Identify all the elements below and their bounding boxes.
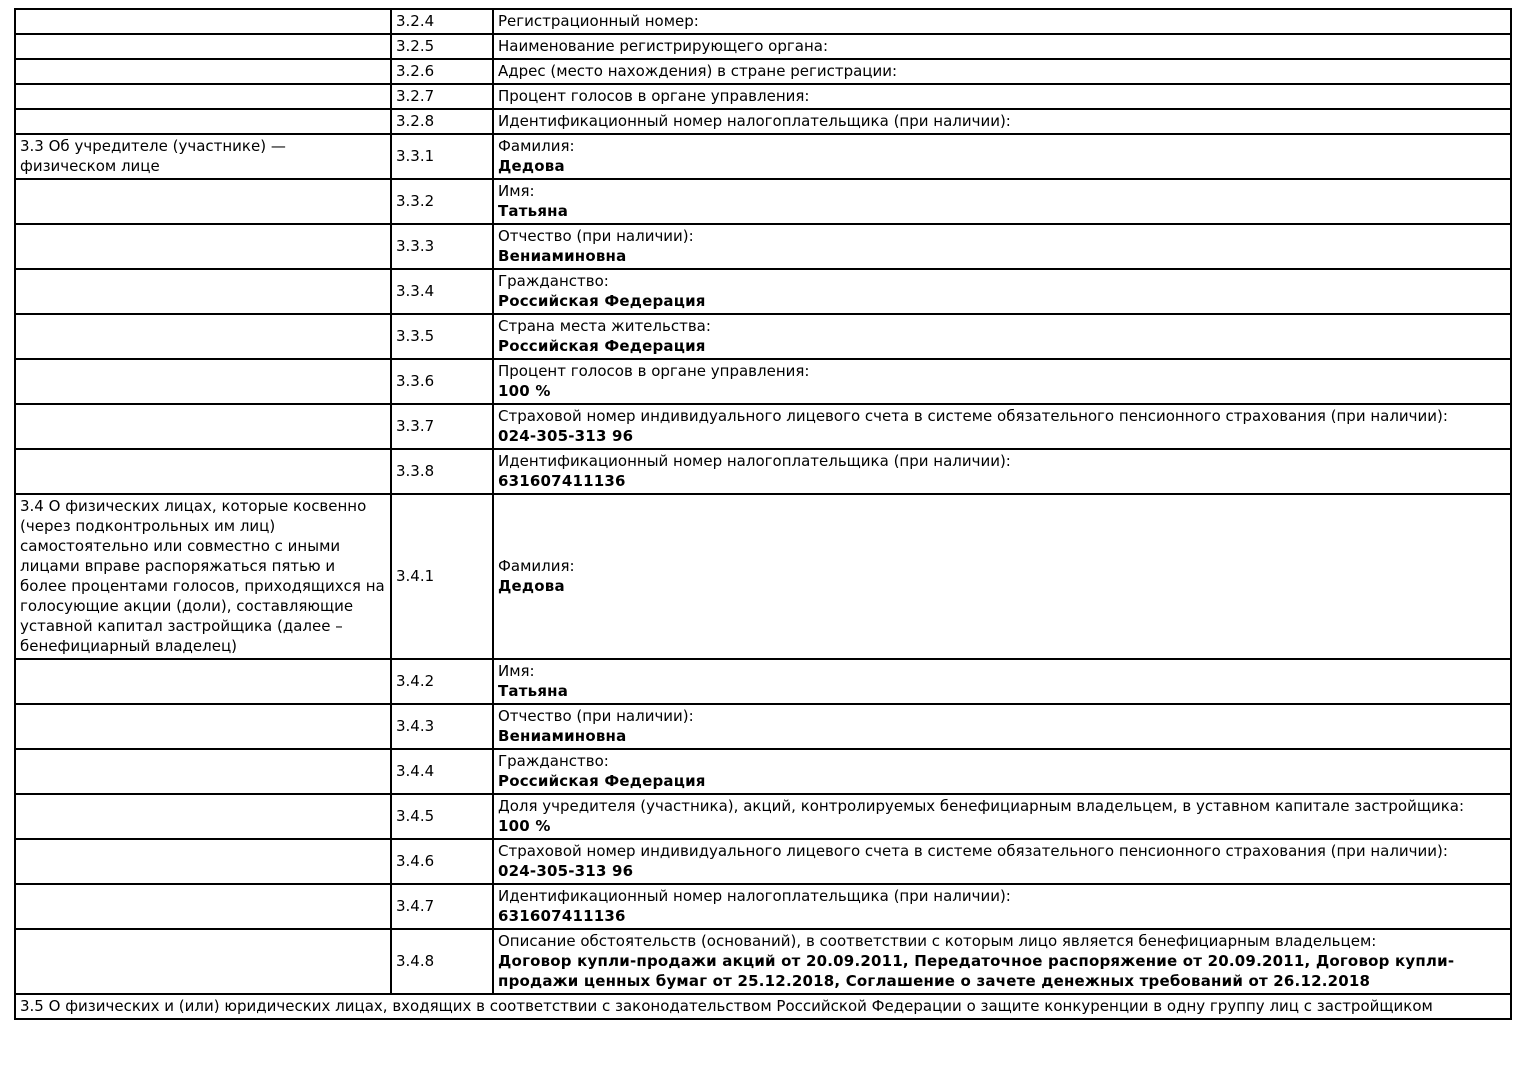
field-cell: [493, 179, 1511, 224]
field-cell: [493, 404, 1511, 449]
section-cell: [15, 404, 391, 449]
field-cell: [493, 359, 1511, 404]
section-cell: 3.4 О физических лицах, которые косвенно (через подконтрольных им лиц) самостоятельно или совместно с иными лицами вправе распоряжаться пятью и более процентами голосов, приходящихся на голосующие акции (доли), составляющие уставной капитал застройщика (далее – бенефициарный владелец): [15, 494, 391, 659]
field-label: Имя:: [498, 182, 535, 200]
section-cell: [15, 34, 391, 59]
section-cell: [15, 84, 391, 109]
section-cell: [15, 179, 391, 224]
field-cell: [493, 59, 1511, 84]
item-number: 3.3.8: [391, 449, 493, 494]
field-label: Страховой номер индивидуального лицевого счета в системе обязательного пенсионного страхования (при наличии):: [498, 407, 1448, 425]
field-label: Регистрационный номер:: [498, 12, 699, 30]
field-label: Имя:: [498, 662, 535, 680]
section-heading-row: 3.5 О физических и (или) юридических лицах, входящих в соответствии с законодательством Российской Федерации о защите конкуренции в одну группу лиц с застройщиком: [15, 994, 1511, 1019]
table-row: [15, 449, 1511, 494]
table-row: [15, 749, 1511, 794]
item-number: 3.2.4: [391, 9, 493, 34]
field-cell: [493, 659, 1511, 704]
field-value: Российская Федерация: [498, 772, 706, 790]
field-value: 024-305-313 96: [498, 427, 634, 445]
section-cell: [15, 59, 391, 84]
item-number: 3.3.2: [391, 179, 493, 224]
field-cell: [493, 34, 1511, 59]
section-cell: [15, 314, 391, 359]
field-value: Российская Федерация: [498, 292, 706, 310]
item-number: 3.3.6: [391, 359, 493, 404]
table-row: [15, 704, 1511, 749]
field-label: Идентификационный номер налогоплательщика (при наличии):: [498, 452, 1011, 470]
item-number: 3.3.7: [391, 404, 493, 449]
field-label: Страна места жительства:: [498, 317, 711, 335]
section-cell: [15, 839, 391, 884]
section-cell: [15, 659, 391, 704]
field-value: 631607411136: [498, 472, 626, 490]
item-number: 3.4.1: [391, 494, 493, 659]
section-cell: 3.3 Об учредителе (участнике) — физическом лице: [15, 134, 391, 179]
section-cell: [15, 9, 391, 34]
item-number: 3.2.6: [391, 59, 493, 84]
item-number: 3.4.5: [391, 794, 493, 839]
table-row: [15, 269, 1511, 314]
section-cell: [15, 109, 391, 134]
table-row: [15, 929, 1511, 994]
item-number: 3.3.5: [391, 314, 493, 359]
item-number: 3.2.7: [391, 84, 493, 109]
table-row: [15, 659, 1511, 704]
table-row: [15, 359, 1511, 404]
field-value: Дедова: [498, 577, 565, 595]
table-row: [15, 9, 1511, 34]
table-row: [15, 84, 1511, 109]
field-value: 100 %: [498, 382, 551, 400]
item-number: 3.4.3: [391, 704, 493, 749]
field-label: Отчество (при наличии):: [498, 707, 694, 725]
field-cell: [493, 449, 1511, 494]
section-cell: [15, 449, 391, 494]
item-number: 3.3.4: [391, 269, 493, 314]
section-cell: [15, 884, 391, 929]
field-label: Идентификационный номер налогоплательщика (при наличии):: [498, 112, 1011, 130]
field-value: 024-305-313 96: [498, 862, 634, 880]
field-label: Процент голосов в органе управления:: [498, 362, 810, 380]
item-number: 3.2.8: [391, 109, 493, 134]
section-cell: [15, 359, 391, 404]
field-label: Адрес (место нахождения) в стране регистрации:: [498, 62, 898, 80]
table-row: [15, 134, 1511, 179]
field-value: Дедова: [498, 157, 565, 175]
field-cell: [493, 84, 1511, 109]
field-cell: [493, 224, 1511, 269]
table-row: [15, 59, 1511, 84]
item-number: 3.2.5: [391, 34, 493, 59]
table-row: [15, 839, 1511, 884]
field-cell: [493, 134, 1511, 179]
field-label: Отчество (при наличии):: [498, 227, 694, 245]
field-cell: [493, 929, 1511, 994]
item-number: 3.4.7: [391, 884, 493, 929]
field-cell: [493, 839, 1511, 884]
table-row: [15, 224, 1511, 269]
field-value: Договор купли-продажи акций от 20.09.2011, Передаточное распоряжение от 20.09.2011, Договор купли-продажи ценных бумаг от 25.12.2018, Соглашение о зачете денежных требований от 26.12.2018: [498, 952, 1455, 990]
field-label: Фамилия:: [498, 137, 575, 155]
section-cell: [15, 929, 391, 994]
field-label: Гражданство:: [498, 752, 609, 770]
item-number: 3.3.3: [391, 224, 493, 269]
field-label: Процент голосов в органе управления:: [498, 87, 810, 105]
table-row: [15, 109, 1511, 134]
field-cell: [493, 109, 1511, 134]
field-value: Вениаминовна: [498, 247, 627, 265]
field-value: 631607411136: [498, 907, 626, 925]
section-cell: [15, 749, 391, 794]
section-cell: [15, 224, 391, 269]
table-row: [15, 494, 1511, 659]
field-value: Татьяна: [498, 682, 569, 700]
section-cell: [15, 269, 391, 314]
item-number: 3.4.4: [391, 749, 493, 794]
field-label: Доля учредителя (участника), акций, контролируемых бенефициарным владельцем, в уставном капитале застройщика:: [498, 797, 1465, 815]
field-label: Страховой номер индивидуального лицевого счета в системе обязательного пенсионного страхования (при наличии):: [498, 842, 1448, 860]
table-row: [15, 34, 1511, 59]
item-number: 3.3.1: [391, 134, 493, 179]
field-cell: [493, 314, 1511, 359]
item-number: 3.4.8: [391, 929, 493, 994]
table-row: [15, 884, 1511, 929]
field-cell: [493, 269, 1511, 314]
section-cell: [15, 704, 391, 749]
field-cell: [493, 704, 1511, 749]
item-number: 3.4.6: [391, 839, 493, 884]
table-row: [15, 794, 1511, 839]
table-row: [15, 994, 1511, 1019]
field-value: 100 %: [498, 817, 551, 835]
table-body: [15, 9, 1511, 1019]
field-cell: [493, 9, 1511, 34]
table-row: [15, 179, 1511, 224]
item-number: 3.4.2: [391, 659, 493, 704]
field-cell: [493, 794, 1511, 839]
field-label: Наименование регистрирующего органа:: [498, 37, 828, 55]
field-label: Описание обстоятельств (оснований), в соответствии с которым лицо является бенефициарным владельцем:: [498, 932, 1377, 950]
field-label: Гражданство:: [498, 272, 609, 290]
field-cell: [493, 749, 1511, 794]
field-label: Фамилия:: [498, 557, 575, 575]
declaration-table: [14, 8, 1512, 1020]
field-cell: [493, 884, 1511, 929]
field-value: Вениаминовна: [498, 727, 627, 745]
section-cell: [15, 794, 391, 839]
field-cell: [493, 494, 1511, 659]
table-row: [15, 314, 1511, 359]
field-value: Российская Федерация: [498, 337, 706, 355]
field-label: Идентификационный номер налогоплательщика (при наличии):: [498, 887, 1011, 905]
table-row: [15, 404, 1511, 449]
field-value: Татьяна: [498, 202, 569, 220]
